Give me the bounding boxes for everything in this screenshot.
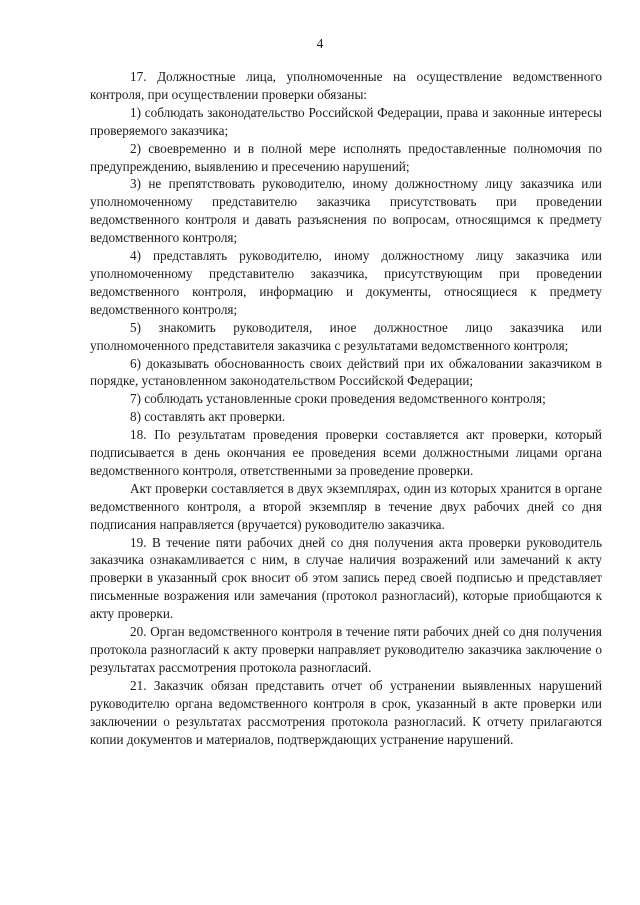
paragraph-17-item-6: 6) доказывать обоснованность своих действий при их обжаловании заказчиком в порядке, установленном законодательством Российской Федерации; — [90, 355, 602, 389]
page-number: 4 — [316, 36, 324, 51]
paragraph-17-item-1: 1) соблюдать законодательство Российской Федерации, права и законные интересы проверяемого заказчика; — [90, 104, 602, 138]
paragraph-17-item-2: 2) своевременно и в полной мере исполнять предоставленные полномочия по предупреждению, выявлению и пресечению нарушений; — [90, 140, 602, 174]
paragraph-17-item-3: 3) не препятствовать руководителю, иному должностному лицу заказчика или уполномоченному представителю заказчика присутствовать при проведении ведомственного контроля и давать разъяснения по вопросам, относящимся к предмету ведомственного контроля; — [90, 176, 602, 246]
document-body — [90, 68, 602, 748]
paragraph-17-item-8: 8) составлять акт проверки. — [130, 409, 286, 425]
paragraph-19: 19. В течение пяти рабочих дней со дня получения акта проверки руководитель заказчика ознакамливается с ним, в случае наличия возражений или замечаний к акту проверки в указанный срок вносит об этом запись перед своей подписью и представляет письменные возражения или замечания (протокол разногласий), которые приобщаются к акту проверки. — [90, 534, 602, 622]
paragraph-18: 18. По результатам проведения проверки составляется акт проверки, который подписывается в день окончания ее проведения всеми должностными лицами органа ведомственного контроля, ответственными за проведение проверки. — [90, 427, 602, 478]
paragraph-17-item-4: 4) представлять руководителю, иному должностному лицу заказчика или уполномоченному представителю заказчика, присутствующим при проведении ведомственного контроля, информацию и документы, относящиеся к предмету ведомственного контроля; — [90, 248, 602, 317]
paragraph-17: 17. Должностные лица, уполномоченные на осуществление ведомственного контроля, при осуществлении проверки обязаны: — [90, 69, 602, 102]
paragraph-20: 20. Орган ведомственного контроля в течение пяти рабочих дней со дня получения протокола разногласий к акту проверки направляет руководителю заказчика заключение о результатах рассмотрения протокола разногласий. — [90, 624, 602, 675]
paragraph-18-continued: Акт проверки составляется в двух экземплярах, один из которых хранится в органе ведомственного контроля, а второй экземпляр в течение двух рабочих дней со дня подписания направляется (вручается) руководителю заказчика. — [90, 480, 602, 532]
paragraph-17-item-7: 7) соблюдать установленные сроки проведения ведомственного контроля; — [130, 391, 546, 407]
paragraph-17-item-5: 5) знакомить руководителя, иное должностное лицо заказчика или уполномоченного представителя заказчика с результатами ведомственного контроля; — [90, 319, 602, 353]
paragraph-21: 21. Заказчик обязан представить отчет об устранении выявленных нарушений руководителю органа ведомственного контроля в срок, указанный в акте проверки или заключении о результатах рассмотрения протокола разногласий. К отчету прилагаются копии документов и материалов, подтверждающих устранение нарушений. — [90, 677, 602, 747]
